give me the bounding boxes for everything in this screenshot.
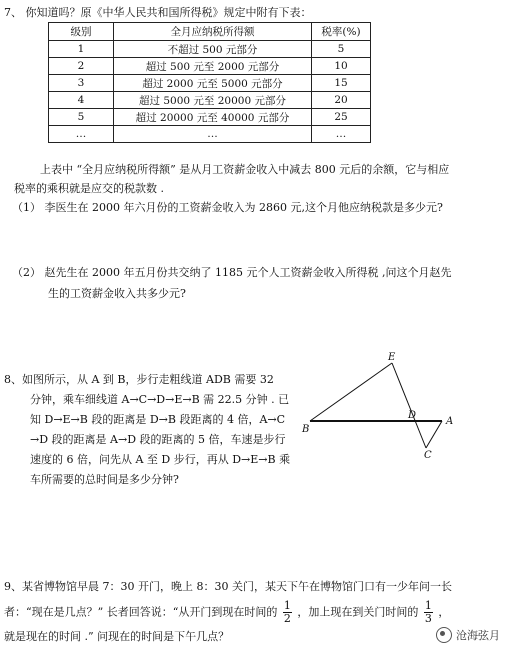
q7-explain-line2: 税率的乘积就是应交的税款数 . <box>14 182 164 195</box>
q9-line2-c: ， <box>438 605 450 619</box>
q8-line: 车所需要的总时间是多少分钟? <box>30 473 179 486</box>
wechat-icon <box>436 627 452 643</box>
fraction-denominator: 2 <box>283 612 291 625</box>
fraction-one-half <box>283 600 292 625</box>
cell-income: 超过 5000 元至 20000 元部分 <box>114 92 312 109</box>
cell-income: 不超过 500 元部分 <box>114 41 312 58</box>
q9-line1: 9、某省博物馆早晨 7：30 开门，晚上 8：30 关门，某天下午在博物馆门口有一少年问一长 <box>4 580 452 593</box>
watermark-text: 沧海弦月 <box>456 629 500 642</box>
segment-e-c <box>392 363 426 448</box>
table-row <box>49 75 371 92</box>
cell-level: … <box>49 126 114 143</box>
part1-text: 李医生在 2000 年六月份的工资薪金收入为 2860 元,这个月他应纳税款是多少元? <box>44 201 443 214</box>
label-e: E <box>388 352 396 363</box>
cell-income: 超过 500 元至 2000 元部分 <box>114 58 312 75</box>
table-row <box>49 109 371 126</box>
table-row <box>49 126 371 143</box>
q7-part2 <box>12 264 451 280</box>
cell-rate: 5 <box>312 41 371 58</box>
header-rate: 税率(%) <box>312 23 371 41</box>
cell-income: 超过 20000 元至 40000 元部分 <box>114 109 312 126</box>
cell-rate: … <box>312 126 371 143</box>
part1-number: （1） <box>12 201 41 214</box>
cell-level: 4 <box>49 92 114 109</box>
q8-line: 分钟，乘车细线道 A→C→D→E→B 需 22.5 分钟 . 已 <box>30 393 290 406</box>
q8-line: 知 D→E→B 段的距离是 D→B 段距离的 4 倍，A→C <box>30 413 286 426</box>
fraction-denominator: 3 <box>424 612 432 625</box>
header-income: 全月应纳税所得额 <box>114 23 312 41</box>
route-figure <box>300 350 460 460</box>
part2-text: 赵先生在 2000 年五月份共交纳了 1185 元个人工资薪金收入所得税 ,问这个月赵先 <box>44 266 452 279</box>
cell-income: 超过 2000 元至 5000 元部分 <box>114 75 312 92</box>
tax-rate-table <box>48 22 371 143</box>
q8-line: 速度的 6 倍，问先从 A 至 D 步行，再从 D→E→B 乘 <box>30 453 291 466</box>
q9-line2-b: ，加上现在到关门时间的 <box>297 605 419 619</box>
q9-line3: 就是现在的时间 .” 问现在的时间是下午几点？ <box>4 630 230 643</box>
q8-line: →D 段的距离是 A→D 段的距离的 5 倍，车速是步行 <box>30 433 286 446</box>
part2-number: （2） <box>12 266 41 279</box>
cell-rate: 10 <box>312 58 371 75</box>
segment-b-e <box>310 363 392 421</box>
table-header-row <box>49 23 371 41</box>
q7-part2-line2: 生的工资薪金收入共多少元? <box>48 287 186 300</box>
q7-part1 <box>12 199 443 215</box>
table-row <box>49 58 371 75</box>
q7-explain-line1: 上表中 “全月应纳税所得额” 是从月工资薪金收入中减去 800 元后的余额，它与相应 <box>40 163 450 176</box>
fraction-numerator: 1 <box>424 599 432 612</box>
fraction-numerator: 1 <box>283 599 291 612</box>
table-row <box>49 41 371 58</box>
q7-intro: 7、 你知道吗？原《中华人民共和国所得税》规定中附有下表： <box>4 6 312 19</box>
label-a: A <box>446 416 454 427</box>
q9-line2-a: 者：“现在是几点？” 长者回答说：“从开门到现在时间的 <box>4 605 278 619</box>
fraction-one-third <box>424 600 433 625</box>
label-b: B <box>302 424 310 435</box>
q8-line: 8、如图所示，从 A 到 B，步行走粗线道 ADB 需要 32 <box>4 373 274 386</box>
cell-level: 1 <box>49 41 114 58</box>
cell-income: … <box>114 126 312 143</box>
cell-level: 2 <box>49 58 114 75</box>
cell-rate: 25 <box>312 109 371 126</box>
cell-rate: 15 <box>312 75 371 92</box>
table-row <box>49 92 371 109</box>
cell-level: 3 <box>49 75 114 92</box>
q9-line2 <box>4 600 449 625</box>
cell-level: 5 <box>49 109 114 126</box>
segment-c-a <box>426 421 442 448</box>
label-d: D <box>408 410 417 421</box>
watermark <box>436 627 500 643</box>
cell-rate: 20 <box>312 92 371 109</box>
header-level: 级别 <box>49 23 114 41</box>
label-c: C <box>424 450 432 460</box>
